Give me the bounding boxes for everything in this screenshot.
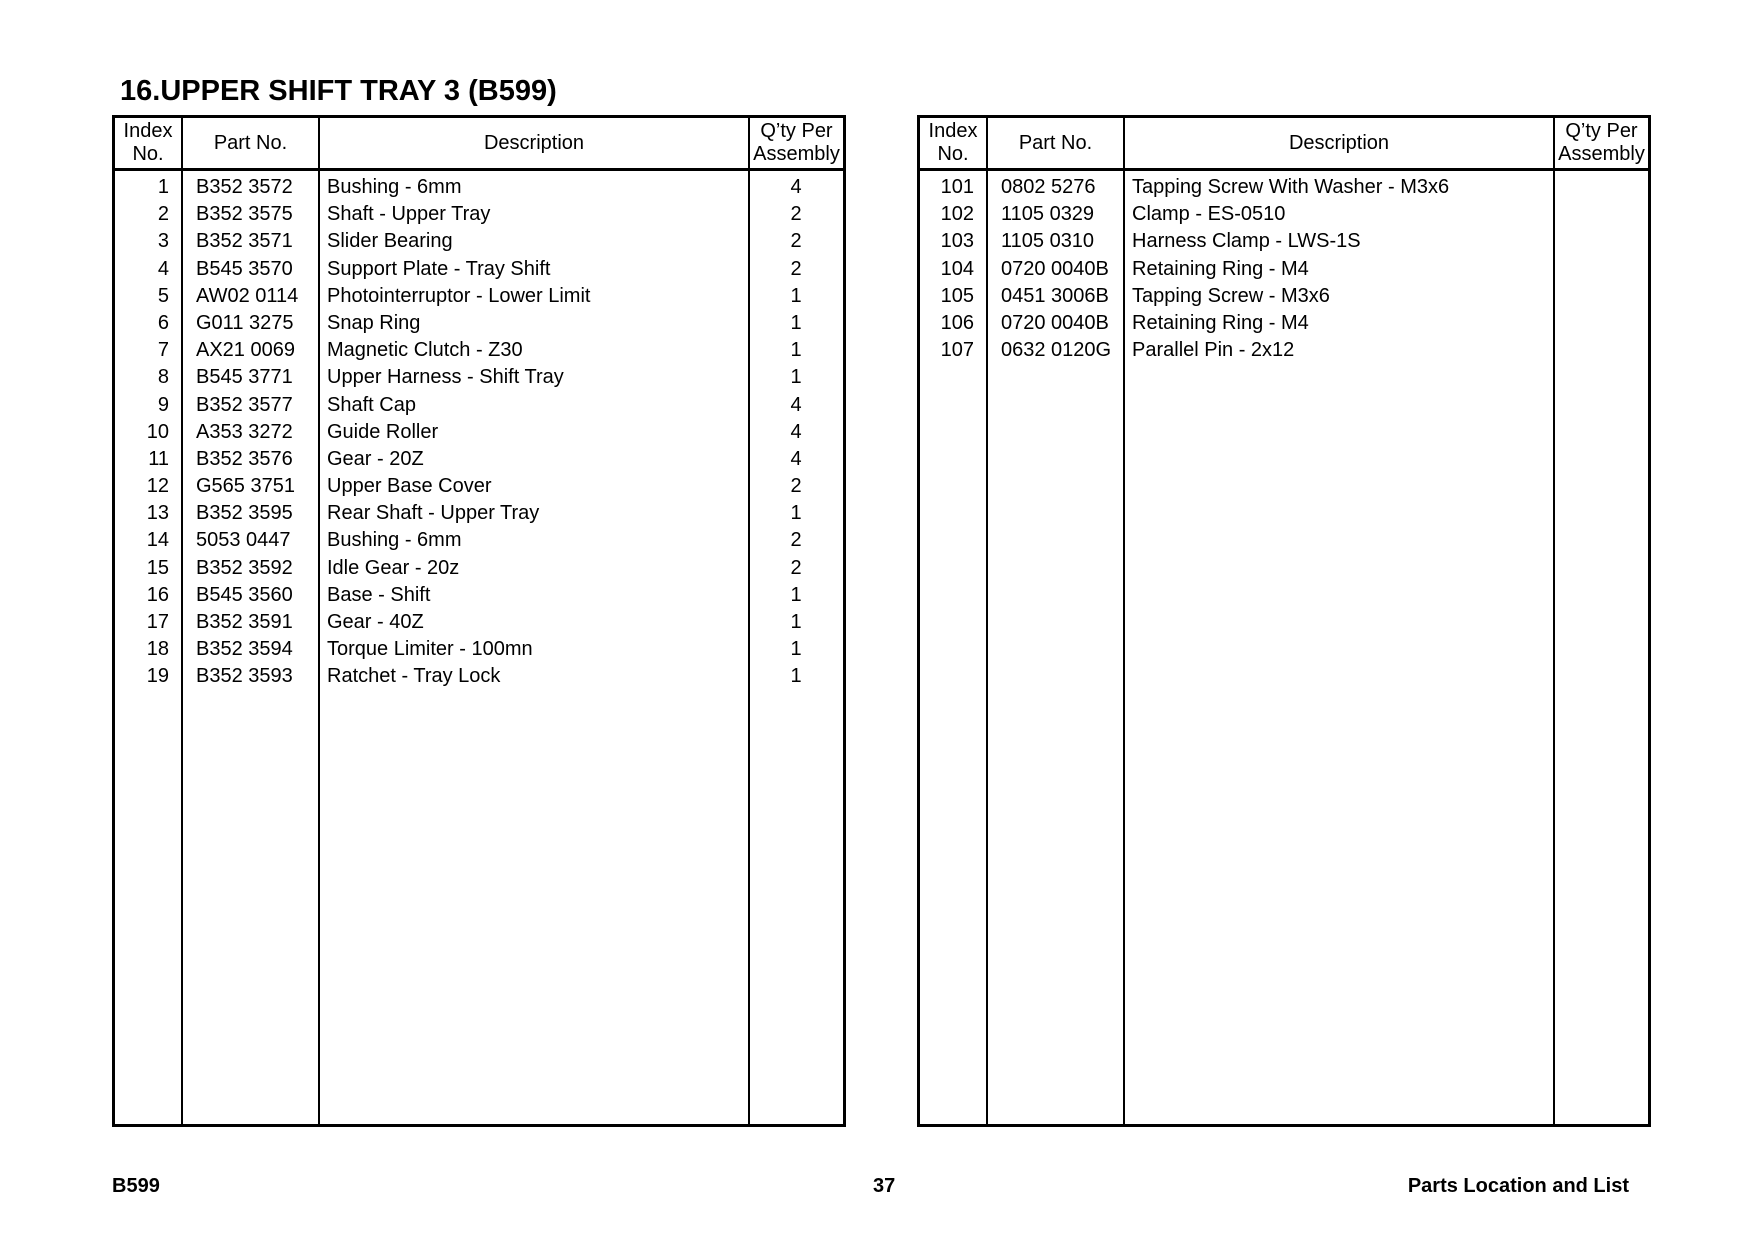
cell-index: 107 [940, 339, 974, 362]
table-row [920, 256, 1648, 283]
header-qty: Q’ty Per Assembly [1558, 120, 1645, 165]
cell-description: Torque Limiter - 100mn [327, 638, 533, 661]
cell-part-no: AW02 0114 [196, 284, 299, 307]
footer-section-title: Parts Location and List [1407, 1175, 1629, 1197]
parts-table-left [112, 115, 846, 1127]
cell-part-no: B352 3591 [196, 611, 293, 633]
cell-index: 13 [146, 502, 169, 525]
table-row [115, 337, 843, 364]
cell-index: 12 [146, 475, 169, 498]
header-index: Index No. [123, 120, 173, 165]
cell-part-no: AX21 0069 [196, 339, 295, 362]
cell-part-no: B545 3570 [196, 257, 293, 280]
cell-description: Ratchet - Tray Lock [327, 665, 501, 688]
cell-description: Shaft Cap [327, 393, 416, 416]
table-row [920, 337, 1648, 364]
table-row [115, 555, 843, 582]
cell-part-no: 0802 5276 [1001, 176, 1096, 198]
cell-index: 105 [940, 284, 974, 307]
header-index: Index No. [928, 120, 978, 165]
cell-index: 15 [146, 556, 169, 579]
cell-description: Shaft - Upper Tray [327, 203, 491, 226]
cell-index: 101 [940, 176, 974, 198]
cell-index: 19 [146, 665, 169, 688]
cell-qty [1555, 201, 1647, 228]
cell-description: Upper Base Cover [327, 475, 492, 498]
cell-description: Photointerruptor - Lower Limit [327, 284, 591, 307]
cell-qty: 1 [790, 611, 802, 633]
table-row [920, 228, 1648, 255]
table-row [115, 256, 843, 283]
cell-index: 11 [148, 447, 169, 470]
cell-description: Snap Ring [327, 311, 421, 334]
cell-description: Guide Roller [327, 420, 439, 443]
cell-part-no: B352 3571 [196, 230, 293, 253]
table-row [920, 174, 1648, 201]
table-row [115, 609, 843, 636]
table-row [115, 419, 843, 446]
cell-index: 103 [940, 230, 974, 253]
cell-description: Clamp - ES-0510 [1132, 203, 1286, 226]
cell-index: 102 [940, 203, 974, 226]
cell-qty: 2 [790, 475, 802, 498]
cell-description: Slider Bearing [327, 230, 453, 253]
page-title: 16.UPPER SHIFT TRAY 3 (B599) [120, 75, 557, 107]
cell-qty [1555, 283, 1647, 310]
cell-part-no: G011 3275 [196, 311, 294, 334]
cell-part-no: 0720 0040B [1001, 311, 1109, 334]
cell-part-no: B545 3560 [196, 583, 293, 606]
cell-description: Bushing - 6mm [327, 176, 462, 198]
cell-part-no: G565 3751 [196, 475, 295, 498]
cell-index: 106 [940, 311, 974, 334]
parts-table-right [917, 115, 1651, 1127]
cell-index: 16 [146, 583, 169, 606]
cell-part-no: 1105 0329 [1001, 203, 1095, 226]
cell-part-no: 0451 3006B [1001, 284, 1109, 307]
cell-index: 5 [157, 284, 169, 307]
table-row [115, 636, 843, 663]
cell-qty: 4 [790, 447, 802, 470]
cell-qty: 1 [790, 638, 802, 661]
cell-description: Idle Gear - 20z [327, 556, 460, 579]
header-part-no: Part No. [1018, 131, 1093, 154]
cell-part-no: B352 3593 [196, 665, 293, 688]
cell-index: 1 [157, 176, 169, 198]
cell-qty [1555, 310, 1647, 337]
cell-part-no: B352 3572 [196, 176, 293, 198]
cell-index: 8 [157, 366, 169, 389]
cell-index: 2 [157, 203, 169, 226]
cell-description: Parallel Pin - 2x12 [1132, 339, 1295, 362]
cell-part-no: B352 3592 [196, 556, 293, 579]
cell-part-no: 0720 0040B [1001, 257, 1109, 280]
cell-description: Tapping Screw With Washer - M3x6 [1132, 176, 1450, 198]
cell-index: 104 [940, 257, 974, 280]
cell-part-no: A353 3272 [196, 420, 293, 443]
header-description: Description [1288, 131, 1390, 154]
cell-description: Base - Shift [327, 583, 431, 606]
cell-part-no: B352 3577 [196, 393, 293, 416]
footer-page-number: 37 [873, 1175, 896, 1197]
table-row [920, 201, 1648, 228]
cell-description: Harness Clamp - LWS-1S [1132, 230, 1361, 253]
cell-qty: 4 [790, 176, 802, 198]
cell-qty: 2 [790, 529, 802, 552]
table-row [115, 310, 843, 337]
table-row [115, 392, 843, 419]
cell-description: Retaining Ring - M4 [1132, 311, 1309, 334]
cell-description: Gear - 20Z [327, 447, 424, 470]
cell-description: Bushing - 6mm [327, 529, 462, 552]
table-body [115, 174, 843, 691]
header-part-no: Part No. [213, 131, 288, 154]
cell-part-no: 5053 0447 [196, 529, 291, 552]
table-row [115, 527, 843, 554]
cell-qty [1555, 228, 1647, 255]
cell-index: 10 [146, 420, 169, 443]
footer-model: B599 [112, 1175, 160, 1197]
cell-description: Tapping Screw - M3x6 [1132, 284, 1330, 307]
header-qty: Q’ty Per Assembly [753, 120, 840, 165]
cell-index: 14 [146, 529, 169, 552]
table-row [115, 582, 843, 609]
table-row [115, 201, 843, 228]
cell-qty: 1 [790, 311, 802, 334]
table-row [115, 473, 843, 500]
cell-index: 7 [157, 339, 169, 362]
cell-part-no: B352 3576 [196, 447, 293, 470]
cell-part-no: 1105 0310 [1001, 230, 1095, 253]
cell-part-no: 0632 0120G [1001, 339, 1112, 362]
cell-qty: 1 [790, 339, 802, 362]
cell-qty: 1 [790, 366, 802, 389]
cell-description: Rear Shaft - Upper Tray [327, 502, 540, 525]
cell-index: 18 [146, 638, 169, 661]
cell-part-no: B352 3594 [196, 638, 293, 661]
cell-qty: 1 [790, 502, 802, 525]
cell-qty [1555, 337, 1647, 364]
cell-qty: 1 [790, 583, 802, 606]
cell-qty: 1 [790, 665, 802, 688]
table-row [115, 446, 843, 473]
cell-part-no: B352 3595 [196, 502, 293, 525]
table-header [115, 118, 843, 171]
table-body [920, 174, 1648, 364]
cell-index: 3 [157, 230, 169, 253]
cell-description: Gear - 40Z [327, 611, 424, 633]
cell-part-no: B352 3575 [196, 203, 293, 226]
cell-qty: 2 [790, 230, 802, 253]
cell-description: Magnetic Clutch - Z30 [327, 339, 523, 362]
cell-qty: 2 [790, 203, 802, 226]
table-row [115, 663, 843, 690]
cell-qty [1555, 174, 1647, 201]
table-row [115, 228, 843, 255]
table-header [920, 118, 1648, 171]
cell-qty: 1 [790, 284, 802, 307]
cell-index: 9 [157, 393, 169, 416]
header-description: Description [483, 131, 585, 154]
cell-description: Retaining Ring - M4 [1132, 257, 1309, 280]
table-row [920, 283, 1648, 310]
table-row [920, 310, 1648, 337]
table-row [115, 500, 843, 527]
cell-description: Support Plate - Tray Shift [327, 257, 551, 280]
table-row [115, 283, 843, 310]
cell-index: 17 [146, 611, 169, 633]
cell-description: Upper Harness - Shift Tray [327, 366, 564, 389]
cell-qty: 4 [790, 393, 802, 416]
table-row [115, 174, 843, 201]
cell-qty: 2 [790, 257, 802, 280]
cell-qty [1555, 256, 1647, 283]
cell-part-no: B545 3771 [196, 366, 293, 389]
table-row [115, 364, 843, 391]
cell-index: 6 [157, 311, 169, 334]
cell-qty: 2 [790, 556, 802, 579]
cell-index: 4 [157, 257, 169, 280]
cell-qty: 4 [790, 420, 802, 443]
